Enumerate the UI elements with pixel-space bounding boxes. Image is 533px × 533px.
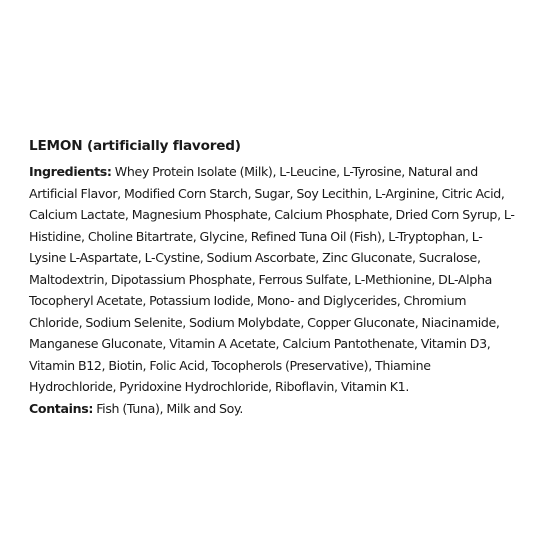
allergen-list: Fish (Tuna), Milk and Soy. — [96, 400, 243, 416]
contains-heading: Contains: — [29, 400, 94, 416]
ingredients-list: Whey Protein Isolate (Milk), L-Leucine, L-Tyrosine, Natural and Artificial Flavor, Modified Corn Starch, Sugar, Soy Lecithin, L-Arginine, Citric Acid, Calcium Lactate, Magnesium Phosphate, Calcium Phosphate, Dried Corn Syrup, L-Histidine, Choline Bitartrate, Glycine, Refined Tuna Oil (Fish), L-Tryptophan, L-Lysine L-Aspartate, L-Cystine, Sodium Ascorbate, Zinc Gluconate, Sucralose, Maltodextrin, Dipotassium Phosphate, Ferrous Sulfate, L-Methionine, DL-Alpha Tocopheryl Acetate, Potassium Iodide, Mono- and Diglycerides, Chromium Chloride, Sodium Selenite, Sodium Molybdate, Copper Gluconate, Niacinamide, Manganese Gluconate, Vitamin A Acetate, Calcium Pantothenate, Vitamin D3, Vitamin B12, Biotin, Folic Acid, Tocopherols (Preservative), Thiamine Hydrochloride, Pyridoxine Hydrochloride, Riboflavin, Vitamin K1. — [29, 164, 515, 394]
ingredients-heading: Ingredients: — [29, 164, 112, 179]
ingredient-label — [29, 135, 519, 419]
flavor-title: LEMON (artificially flavored) — [29, 138, 241, 154]
ingredients-paragraph — [29, 161, 519, 419]
